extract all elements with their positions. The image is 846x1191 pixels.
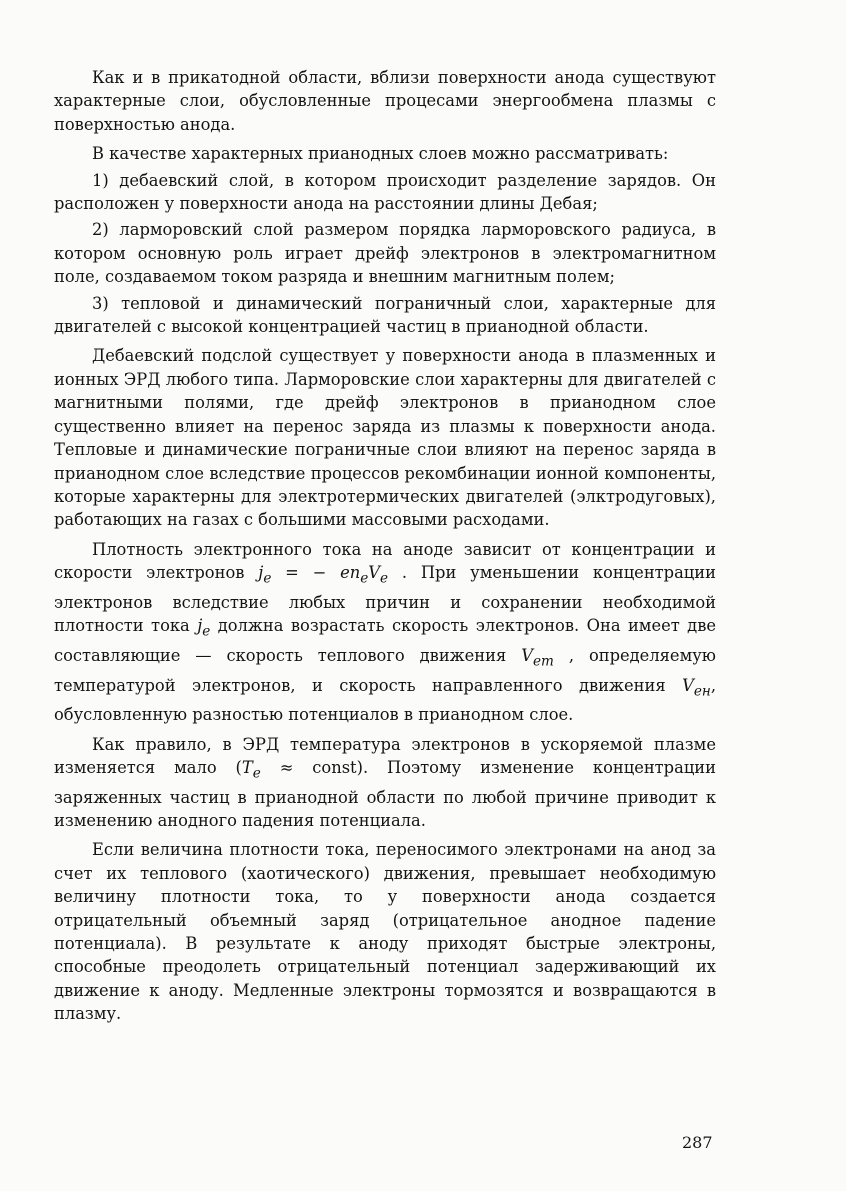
paragraph-negative-charge: Если величина плотности тока, переносимого электронами на анод за счет их теплового (хаотического) движения, превышает необходимую величину плотности тока, то у поверхности анода создается отрицательный объемный заряд (отрицательное анодное падение потенциала). В результате к аноду приходят быстрые электроны, способные преодолеть отрицательный потенциал задерживающий их движение к аноду. Медленные электроны тормозятся и возвращаются в плазму. [54, 840, 716, 1024]
formula-je-2: $j_e$ [197, 616, 211, 640]
paragraph-anode-layers: Как и в прикатодной области, вблизи поверхности анода существуют характерные слои, обусловленные процесами энергообмена плазмы с поверхностью анода. [54, 68, 716, 134]
formula-vet: $V_{eт}$ [521, 645, 554, 670]
formula-ven: $V_{eн}$ [682, 675, 711, 699]
paragraph-layers-intro: В качестве характерных прианодных слоев можно рассматривать: [92, 144, 669, 164]
formula-je: $j_e$ = − $en_eV_e$ [258, 563, 389, 587]
paragraph-temperature: Как правило, в ЭРД температура электронов в ускоряемой плазме изменяется мало ($T_e$ ≈ const). Поэтому изменение концентрации заряженных частиц в прианодной области по любой причине приводит к изменению анодного падения потенциала. [54, 734, 716, 831]
list-item-larmor-layer: 2) ларморовский слой размером порядка ларморовского радиуса, в котором основную роль играет дрейф электронов в электромагнитном поле, создаваемом током разряда и внешним магнитным полем; [54, 220, 716, 287]
page-number: 287 [682, 1133, 713, 1152]
paragraph-current-density: Плотность электронного тока на аноде зависит от концентрации и скорости электронов $j_e$ = − $en_eV_e$ . При уменьшении концентрации электронов вследствие любых причин и сохранении необходимой плотности тока $j_e$ должна возрастать скорость электронов. Она имеет две составляющие — скорость теплового движения $V_{eт}$ , определяемую температурой электронов, и скорость направленного движения $V_{eн}$, обусловленную разностью потенциалов в прианодном слое. [54, 539, 716, 725]
body-text [54, 66, 716, 1032]
list-item-thermal-layer: 3) тепловой и динамический пограничный слои, характерные для двигателей с высокой концентрацией частиц в прианодной области. [54, 293, 716, 337]
formula-te-const: $T_e$ ≈ const [241, 757, 357, 782]
paragraph-debye-sublayer: Дебаевский подслой существует у поверхности анода в плазменных и ионных ЭРД любого типа. Ларморовские слои характерны для двигателей с магнитными полями, где дрейф электронов в прианодном слое существенно влияет на перенос заряда из плазмы к поверхности анода. Тепловые и динамические пограничные слои влияют на перенос заряда в прианодном слое вследствие процессов рекомбинации ионной компоненты, которые характерны для электротермических двигателей (элктродуговых), работающих на газах с большими массовыми расходами. [54, 346, 716, 530]
list-item-debye-layer: 1) дебаевский слой, в котором происходит разделение зарядов. Он расположен у поверхности анода на расстоянии длины Дебая; [54, 170, 716, 214]
